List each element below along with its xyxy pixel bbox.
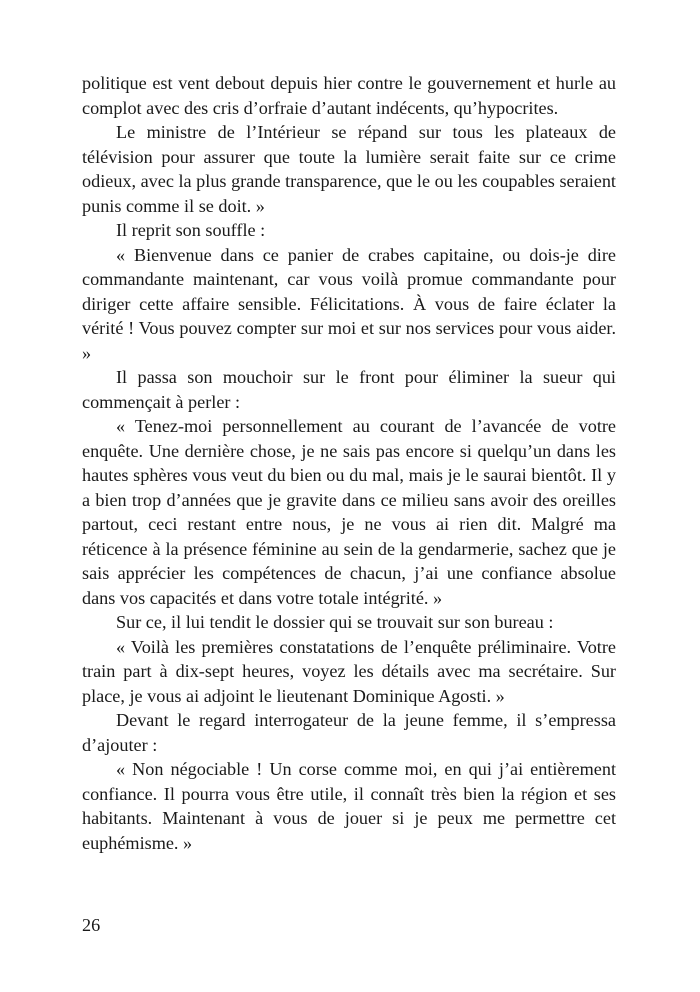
paragraph: Devant le regard interrogateur de la jeune femme, il s’empressa d’ajouter : xyxy=(82,710,616,755)
body-text xyxy=(82,71,616,855)
page-number: 26 xyxy=(82,915,101,935)
paragraph: « Non négociable ! Un corse comme moi, en qui j’ai entièrement confiance. Il pourra vous être utile, il connaît très bien la région et ses habitants. Maintenant à vous de jouer si je peux me permettre cet euphémisme. » xyxy=(82,759,616,853)
paragraph: « Voilà les premières constatations de l’enquête préliminaire. Votre train part à dix-sept heures, voyez les détails avec ma secrétaire. Sur place, je vous ai adjoint le lieutenant Dominique Agosti. » xyxy=(82,636,616,706)
paragraph-continuation: politique est vent debout depuis hier contre le gouvernement et hurle au complot avec des cris d’orfraie d’autant indécents, qu’hypocrites. xyxy=(82,73,616,118)
paragraph: Il reprit son souffle : xyxy=(116,220,266,240)
paragraph: Sur ce, il lui tendit le dossier qui se trouvait sur son bureau : xyxy=(116,612,554,632)
paragraph: « Bienvenue dans ce panier de crabes capitaine, ou dois-je dire commandante maintenant, car vous voilà promue commandante pour diriger cette affaire sensible. Félicitations. À vous de faire éclater la vérité ! Vous pouvez compter sur moi et sur nos services pour vous aider. » xyxy=(82,244,616,363)
paragraph: Il passa son mouchoir sur le front pour éliminer la sueur qui commençait à perler : xyxy=(82,367,616,412)
paragraph: Le ministre de l’Intérieur se répand sur tous les plateaux de télévision pour assurer que toute la lumière serait faite sur ce crime odieux, avec la plus grande transparence, que le ou les coupables seraient punis comme il se doit. » xyxy=(82,122,616,216)
paragraph: « Tenez-moi personnellement au courant de l’avancée de votre enquête. Une dernière chose, je ne sais pas encore si quelqu’un dans les hautes sphères vous veut du bien ou du mal, mais je le saurai bientôt. Il y a bien trop d’années que je gravite dans ce milieu sans avoir des oreilles partout, ceci restant entre nous, je ne vous ai rien dit. Malgré ma réticence à la présence féminine au sein de la gendarmerie, sachez que je sais apprécier les compétences de chacun, j’ai une confiance absolue dans vos capacités et dans votre totale intégrité. » xyxy=(82,416,616,608)
